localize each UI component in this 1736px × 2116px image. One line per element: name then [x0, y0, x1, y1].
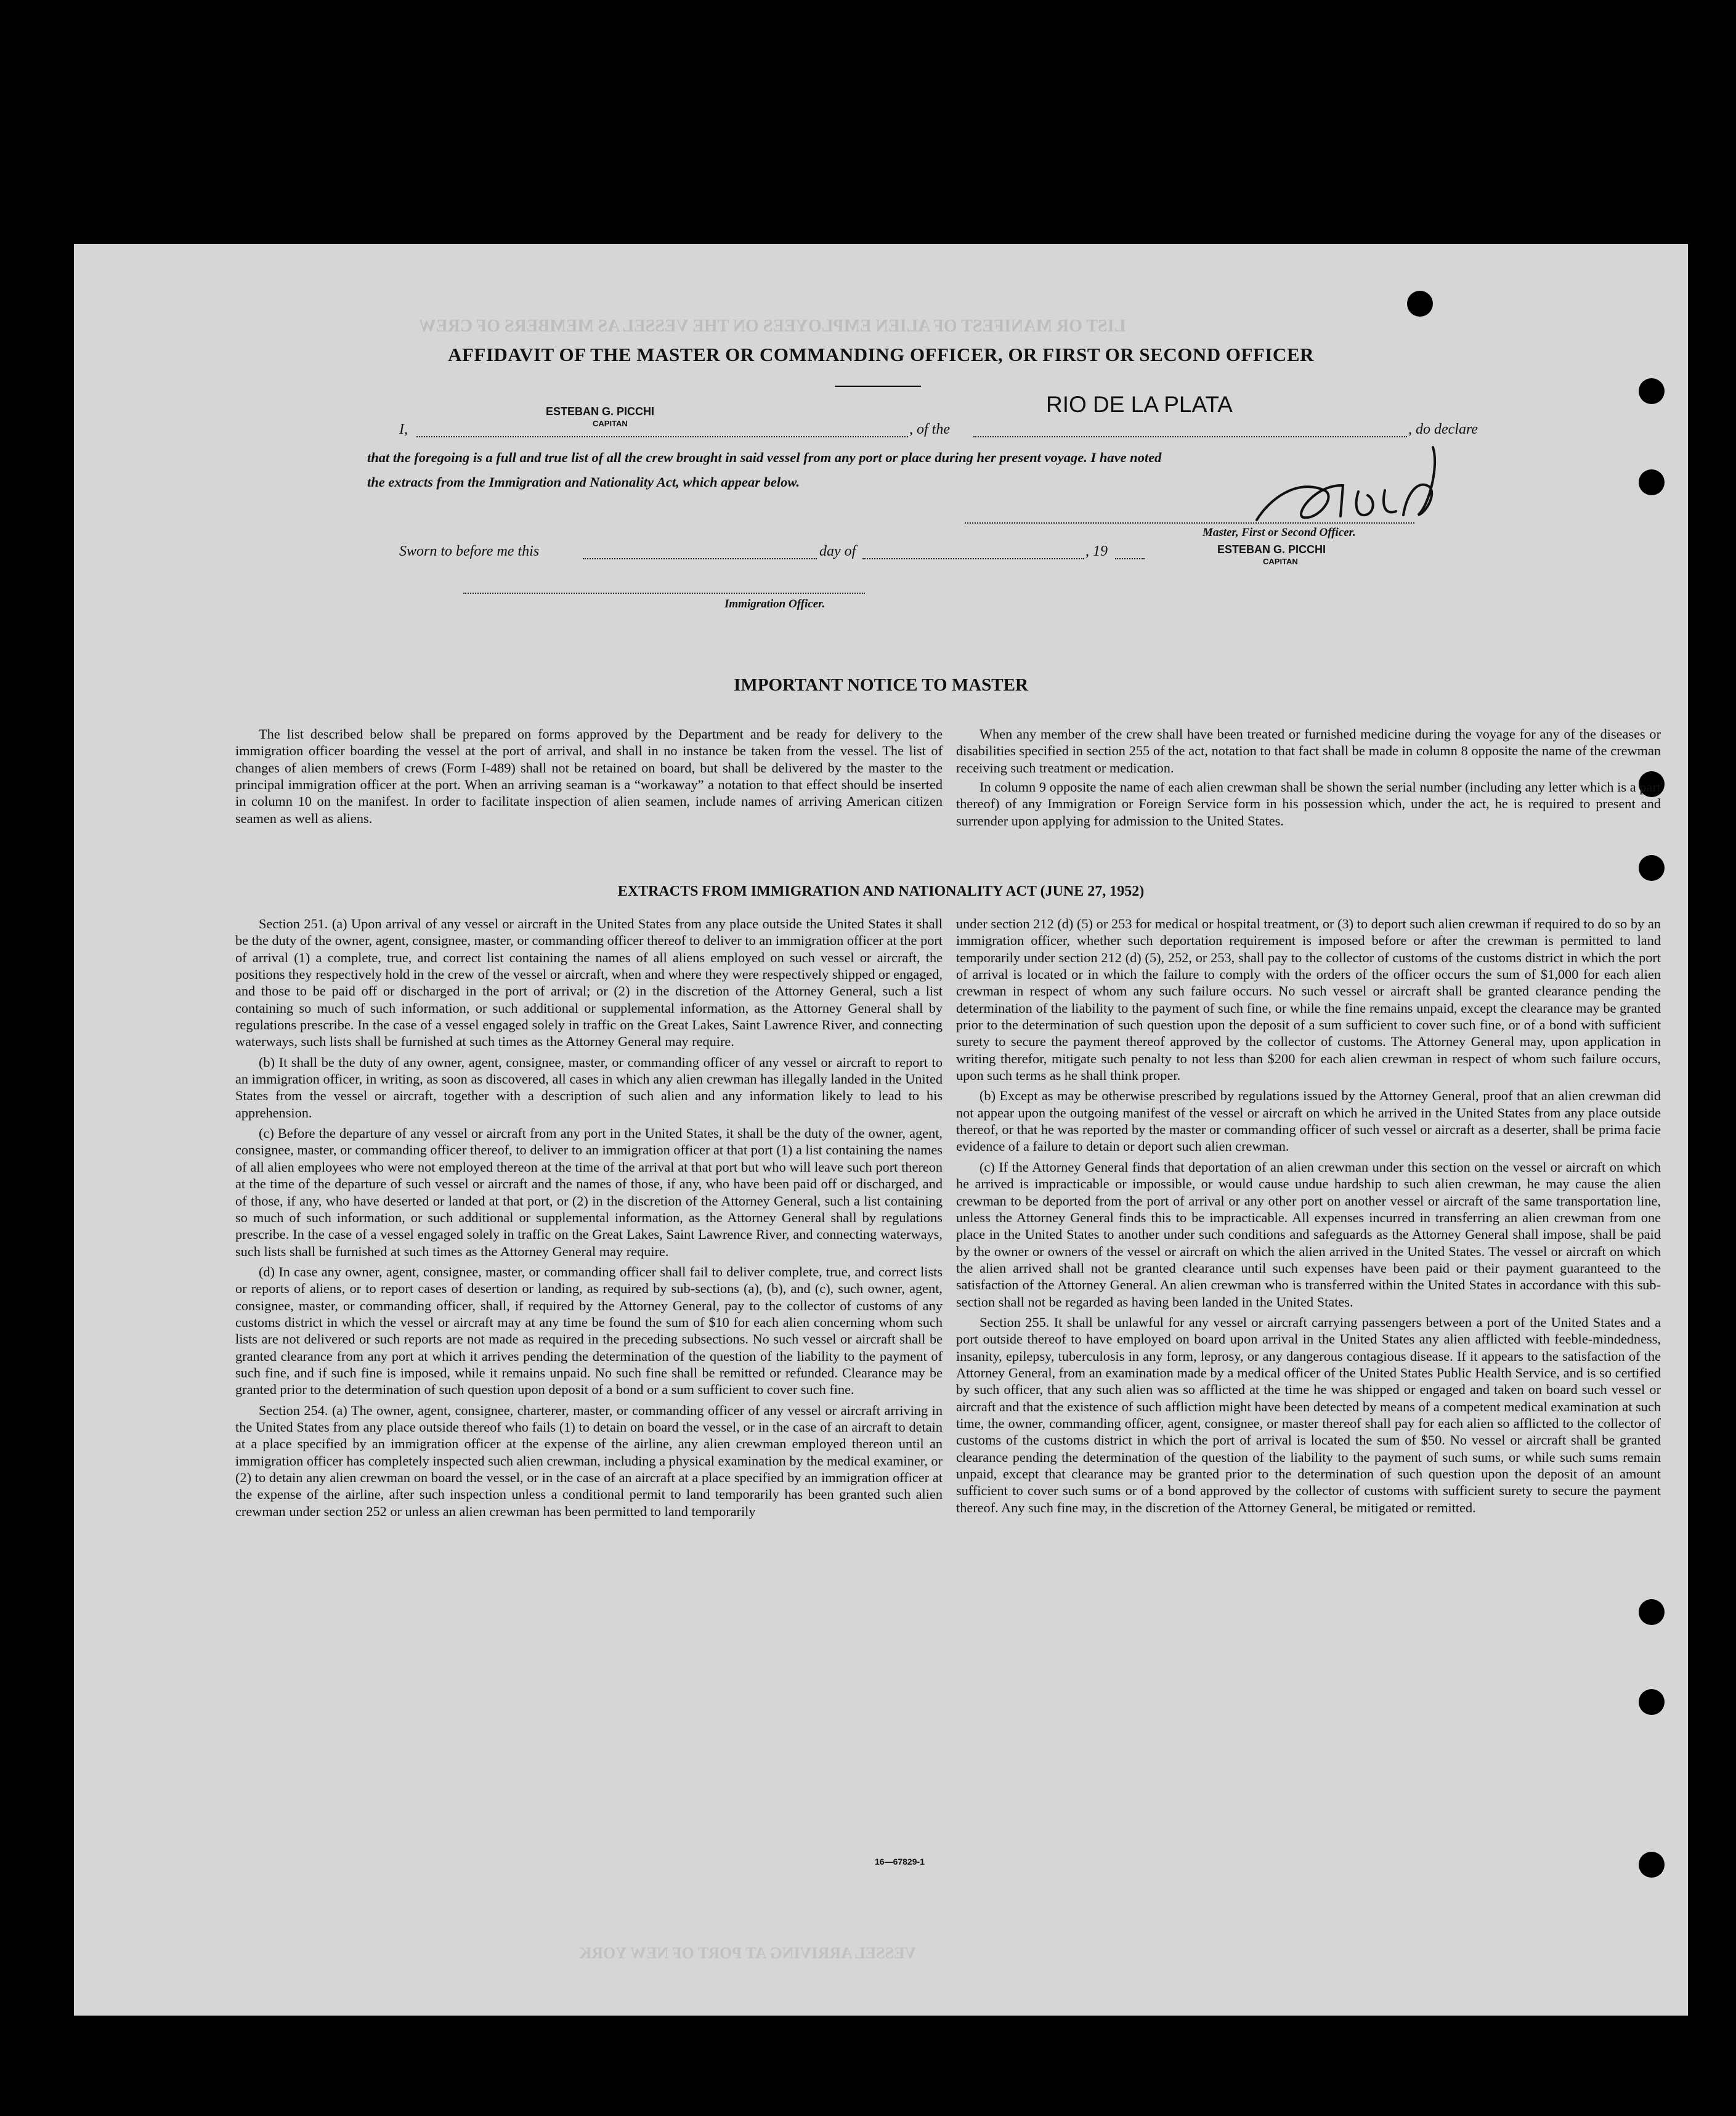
signature-caption: Master, First or Second Officer. — [1203, 526, 1356, 539]
declaration-line-1: that the foregoing is a full and true list of all the crew brought in said vessel from any port or place during her present voyage. I have noted — [367, 450, 1162, 465]
form-number: 16—67829-1 — [875, 1857, 925, 1867]
act-paragraph: (b) It shall be the duty of any owner, agent, consignee, master, or commanding officer of any vessel or aircraft to report to an immigration officer, in writing, as soon as discovered, all cases in which any alien crewman has illegally landed in the United States from the vessel or aircraft, together with a description of such alien and any information likely to lead to his apprehension. — [235, 1054, 943, 1121]
i-label: I, — [399, 421, 408, 437]
notice-paragraph: In column 9 opposite the name of each alien crewman shall be shown the serial number (including any letter which is a part thereof) of any Immigration or Foreign Service form in his possession which, under the act, he is required to present and surrender upon applying for admission to the United States. — [956, 779, 1661, 829]
notice-left-column — [235, 726, 943, 829]
act-paragraph: Section 255. It shall be unlawful for any vessel or aircraft carrying passengers between a port of the United States and a port outside thereof to have employed on board upon arrival in the United States any alien afflicted with feeble-mindedness, insanity, epilepsy, tuberculosis in any form, leprosy, or any dangerous contagious disease. If it appears to the satisfaction of the Attorney General, from an examination made by a medical officer of the United States Public Health Service, and is so certified by such officer, that any such alien was so afflicted at the time he was shipped or engaged and taken on board such vessel or aircraft and that the existence of such affliction might have been detected by means of a competent medical examination at such time, the owner, commanding officer, agent, consignee, or master thereof shall pay for each alien so afflicted to the collector of customs of the customs district in which the port of arrival is located the sum of $50. No vessel or aircraft shall be granted clearance pending the determination of the question of the liability to the payment of such sums, or while such sums remain unpaid, except that clearance may be granted prior to the determination of such question upon the deposit of an amount sufficient to cover such sums or of a bond approved by the collector of customs with sufficient surety to secure the payment thereof. Any such fine may, in the discretion of the Attorney General, be mitigated or remitted. — [956, 1314, 1661, 1515]
of-the-label: , of the — [909, 421, 950, 437]
signature-name-stamp: ESTEBAN G. PICCHI — [1217, 543, 1326, 556]
binder-hole — [1639, 469, 1665, 495]
act-paragraph: (b) Except as may be otherwise prescribed by regulations issued by the Attorney General, proof that an alien crewman did not appear upon the outgoing manifest of the vessel or aircraft on which he arrived in the United States from any place outside thereof, or that he was reported by the master or commanding officer of such vessel or aircraft as a deserter, shall be prima facie evidence of a failure to detain or deport such alien crewman. — [956, 1088, 1661, 1154]
master-name-stamp: ESTEBAN G. PICCHI — [546, 405, 655, 418]
act-paragraph: (d) In case any owner, agent, consignee, master, or commanding officer shall fail to deliver complete, true, and correct lists or reports of aliens, or to report cases of desertion or landing, as required by sub-sections (a), (b), and (c), such owner, agent, consignee, master, or commanding officer, shall, if required by the Attorney General, pay to the collector of customs of any customs district in which the vessel or aircraft may at any time be found the sum of $10 for each alien concerning whom such lists are not delivered or such reports are not made as required in the preceding subsections. No such vessel or aircraft shall be granted clearance from any port at which it arrives pending the determination of the question of the liability to the payment of such fine, and if such fine is imposed, while it remains unpaid. No such fine shall be remitted or refunded. Clearance may be granted prior to the determination of such question upon deposit of a bond or a sum sufficient to cover such fine. — [235, 1263, 943, 1398]
vessel-line — [973, 436, 1407, 437]
sworn-month-line — [862, 558, 1084, 559]
document-page — [74, 244, 1688, 2016]
signature-text: Picchi — [1244, 441, 1246, 442]
sworn-label: Sworn to before me this — [399, 543, 540, 559]
act-paragraph: (c) If the Attorney General finds that deportation of an alien crewman under this section on the vessel or aircraft on which he arrived is impracticable or impossible, or would cause undue hardship to such alien crewman, he may cause the alien crewman to be deported from the port of arrival or any other port on another vessel or aircraft of the same transportation line, unless the Attorney General finds this to be impracticable. All expenses incurred in transferring an alien crewman from one place in the United States to another under such conditions and safeguards as the Attorney General shall impose, shall be paid by the owner or owners of the vessel or aircraft on which the alien arrived in the United States. The vessel or aircraft on which the alien arrived shall not be granted clearance until such expenses have been paid or their payment guaranteed to the satisfaction of the Attorney General. An alien crewman who is transferred within the United States in accordance with this sub-section shall not be regarded as having been landed in the United States. — [956, 1159, 1661, 1310]
notice-title: IMPORTANT NOTICE TO MASTER — [734, 675, 1028, 695]
notice-paragraph: When any member of the crew shall have been treated or furnished medicine during the voyage for any of the diseases or disabilities specified in section 255 of the act, notation to that fact shall be made in column 8 opposite the name of the crewman receiving such treatment or medication. — [956, 726, 1661, 776]
extracts-title: EXTRACTS FROM IMMIGRATION AND NATIONALITY ACT (JUNE 27, 1952) — [617, 883, 1145, 899]
day-of-label: day of — [819, 543, 856, 559]
do-declare-label: , do declare — [1408, 421, 1478, 437]
notice-paragraph: The list described below shall be prepared on forms approved by the Department and be ready for delivery to the immigration officer boarding the vessel at the port of arrival, and shall in no instance be taken from the vessel. The list of changes of alien members of crews (Form I-489) shall not be retained on board, but shall be delivered by the master to the principal immigration officer at the port. When an arriving seaman is a “workaway” a notation to that effect should be inserted in column 10 on the manifest. In order to facilitate inspection of alien seamen, include names of arriving American citizen seamen as well as aliens. — [235, 726, 943, 826]
notice-right-column — [956, 726, 1661, 832]
binder-hole — [1639, 1689, 1665, 1715]
binder-hole — [1639, 855, 1665, 881]
act-paragraph: (c) Before the departure of any vessel or aircraft from any port in the United States, it shall be the duty of the owner, agent, consignee, master, or commanding officer thereof, to deliver to an immigration officer at that port (1) a list containing the names of all alien employees who were not employed thereon at the time of the arrival at that port but who will leave such port thereon at the time of the departure of such vessel or aircraft and the names of those, if any, who have been paid off or discharged, and of those, if any, who have deserted or landed at that port, or (2) in the discretion of the Attorney General, such a list containing so much of such information, or such additional or supplemental information, as the Attorney General shall by regulations prescribe. In the case of a vessel engaged solely in traffic on the Great Lakes, Saint Lawrence River, and connecting waterways, such lists shall be furnished at such times as the Attorney General may require. — [235, 1125, 943, 1259]
name-line — [416, 436, 908, 437]
sworn-day-line — [583, 558, 817, 559]
binder-hole — [1639, 378, 1665, 404]
title-divider — [835, 386, 921, 387]
extracts-right-column — [956, 915, 1661, 1520]
year-line — [1115, 558, 1145, 559]
affidavit-title: AFFIDAVIT OF THE MASTER OR COMMANDING OFFICER, OR FIRST OR SECOND OFFICER — [448, 344, 1314, 365]
act-paragraph: under section 212 (d) (5) or 253 for medical or hospital treatment, or (3) to deport such alien crewman if required to do so by an immigration officer, whether such deportation requirement is imposed before or after the crewman is permitted to land temporarily under section 212 (d) (5), 252, or 253, shall pay to the collector of customs of the customs district in which the port of arrival is located or in which the failure to comply with the orders of the officer occurs the sum of $1,000 for each alien crewman in respect of whom any such failure occurs. No such vessel or aircraft shall be granted clearance pending the determination of the liability to the payment of such fine, or while the fine remains unpaid, except the clearance may be granted prior to the determination of such question upon the deposit of a sum sufficient to cover such fine, or of a bond with sufficient surety to secure the payment thereof approved by the collector of customs. The Attorney General may, upon application in writing therefor, mitigate such penalty to not less than $200 for each alien crewman in respect of whom such failure occurs, upon such terms as he shall think proper. — [956, 916, 1661, 1084]
signature — [1244, 441, 1466, 533]
act-paragraph: Section 251. (a) Upon arrival of any vessel or aircraft in the United States from any place outside the United States it shall be the duty of the owner, agent, consignee, master, or commanding officer thereof to deliver to an immigration officer at the port of arrival (1) a complete, true, and correct list containing the names of all aliens employed on such vessel or aircraft, the positions they respectively hold in the crew of the vessel or aircraft, when and where they were respectively shipped or engaged, and those to be paid off or discharged in the port of arrival; or (2) in the discretion of the Attorney General, such a list containing so much of such information, or such additional or supplemental information, as the Attorney General shall by regulations prescribe. In the case of a vessel engaged solely in traffic on the Great Lakes, Saint Lawrence River, and connecting waterways, such lists shall be furnished at such times as the Attorney General may require. — [235, 916, 943, 1050]
master-title-stamp: CAPITAN — [593, 419, 628, 428]
act-paragraph: Section 254. (a) The owner, agent, consignee, charterer, master, or commanding officer of any vessel or aircraft arriving in the United States from any place outside thereof who fails (1) to detain on board the vessel, or in the case of an aircraft to detain at a place specified by an immigration officer at the expense of the airline, any alien crewman employed thereon until an immigration officer has completely inspected such alien crewman, including a physical examination by the medical examiner, or (2) to detain any alien crewman on board the vessel, or in the case of an aircraft at a place specified by an immigration officer at the expense of the airline, after such inspection unless a conditional permit to land temporarily has been granted such alien crewman under section 252 or unless an alien crewman has been permitted to land temporarily — [235, 1402, 943, 1519]
bleed-through-text: VESSEL ARRIVING AT PORT OF NEW YORK — [579, 1944, 917, 1962]
immigration-officer-label: Immigration Officer. — [724, 598, 825, 610]
bleed-through-text: LIST OR MANIFEST OF ALIEN EMPLOYEES ON THE VESSEL AS MEMBERS OF CREW — [419, 317, 1126, 336]
vessel-name: RIO DE LA PLATA — [1046, 392, 1233, 417]
binder-hole — [1407, 291, 1433, 317]
binder-hole — [1639, 1852, 1665, 1878]
declaration-line-2: the extracts from the Immigration and Nationality Act, which appear below. — [367, 474, 800, 490]
signature-title-stamp: CAPITAN — [1263, 557, 1298, 566]
extracts-left-column — [235, 915, 943, 1523]
officer-line — [463, 593, 865, 594]
year-prefix: , 19 — [1085, 543, 1108, 559]
binder-hole — [1639, 1599, 1665, 1625]
